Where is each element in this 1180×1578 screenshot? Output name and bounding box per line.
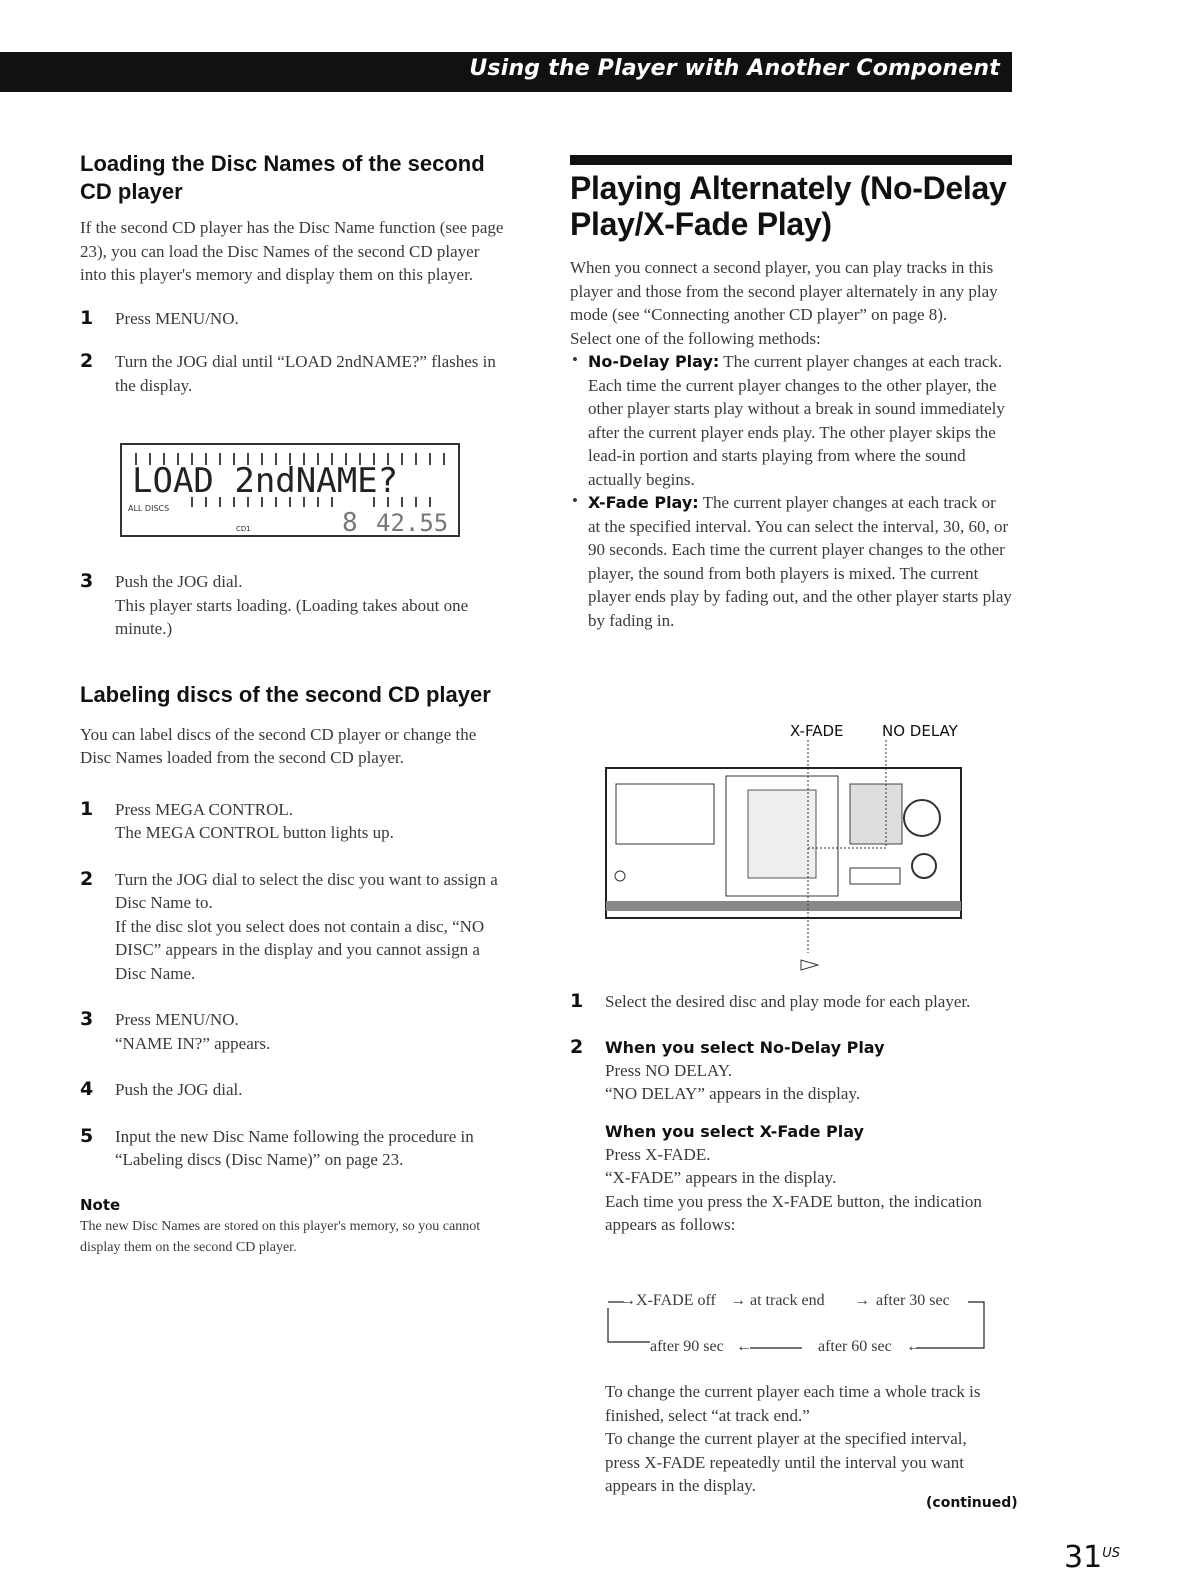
lcd-all-discs: ALL DISCS (128, 504, 170, 513)
step-text: Push the JOG dial. (115, 1080, 243, 1099)
step-number: 5 (80, 1124, 94, 1147)
player-door-panel (748, 790, 816, 878)
left-column-lower (80, 570, 510, 1258)
continued-label: (continued) (926, 1495, 1018, 1511)
header-bar (0, 52, 1012, 92)
flow-60: after 60 sec (818, 1338, 892, 1355)
step-number: 1 (80, 306, 94, 329)
bullet-dot: • (572, 350, 578, 369)
step-text: This player starts loading. (Loading takes about one minute.) (115, 595, 469, 638)
right-column (570, 170, 1012, 632)
step-text: Press NO DELAY. (605, 1060, 733, 1080)
s2-step-3 (80, 1008, 510, 1055)
page-number-value: 31 (1064, 1540, 1103, 1575)
step-text: Turn the JOG dial until “LOAD 2ndNAME?” flashes in the display. (115, 352, 496, 395)
right-heading: Playing Alternately (No-Delay Play/X-Fade Play) (570, 170, 1007, 242)
flow-90: after 90 sec (650, 1338, 724, 1355)
note-text: The new Disc Names are stored on this player's memory, so you cannot display them on the second CD player. (80, 1218, 481, 1255)
flow-30: after 30 sec (876, 1292, 950, 1309)
sub-no-delay: When you select No-Delay Play (605, 1037, 885, 1057)
s2-step-5 (80, 1125, 510, 1172)
step-number: 4 (80, 1078, 94, 1100)
after-text: To change the current player each time a whole track is finished, select “at track end.” (605, 1382, 981, 1425)
step-number: 2 (80, 867, 94, 890)
section1-heading: Loading the Disc Names of the second CD player (80, 151, 485, 204)
player-display (850, 784, 902, 844)
bullet-no-delay (570, 350, 1012, 491)
step-text: “NO DELAY” appears in the display. (605, 1084, 861, 1103)
bullet-dot: • (572, 491, 578, 510)
step-number: 2 (570, 1035, 584, 1058)
section-rule (570, 155, 1012, 165)
bullet-x-fade (570, 491, 1012, 632)
section2-intro: You can label discs of the second CD player or change the Disc Names loaded from the second CD player. (80, 724, 477, 767)
lcd-segments (122, 445, 458, 535)
xfade-label: X-FADE (790, 722, 844, 740)
flow-xfade-off: X-FADE off (636, 1292, 716, 1309)
step-number: 3 (80, 570, 94, 592)
right-select: Select one of the following methods: (570, 328, 821, 348)
section2-heading: Labeling discs of the second CD player (80, 681, 491, 707)
flow-arrow: → (854, 1292, 870, 1309)
note-heading: Note (80, 1195, 121, 1214)
bullet-term: X-Fade Play: (588, 493, 699, 512)
bullet-term: No-Delay Play: (588, 352, 720, 371)
step-text: The MEGA CONTROL button lights up. (115, 823, 394, 842)
lcd-main-text: LOAD 2ndNAME? (132, 461, 399, 501)
flow-arrow: ← (906, 1338, 922, 1355)
s1-step-1 (80, 307, 510, 331)
section1-intro: If the second CD player has the Disc Name function (see page 23), you can load the Disc Names of the second CD player into this player's memory and display them on this player. (80, 218, 504, 284)
step-number: 1 (570, 990, 584, 1012)
step-text: Turn the JOG dial to select the disc you want to assign a Disc Name to. (115, 869, 498, 912)
step-text: “NAME IN?” appears. (115, 1033, 271, 1053)
left-column (80, 150, 510, 397)
step-text: If the disc slot you select does not contain a disc, “NO DISC” appears in the display and you cannot assign a Disc Name. (115, 916, 485, 983)
sub-x-fade: When you select X-Fade Play (605, 1121, 864, 1141)
header-title: Using the Player with Another Component (469, 56, 1000, 81)
flow-track-end: at track end (750, 1292, 825, 1309)
player-window (616, 784, 714, 844)
step-number: 2 (80, 350, 94, 372)
page-suffix: US (1102, 1546, 1120, 1561)
right-intro: When you connect a second player, you can play tracks in this player and those from the second player alternately in any play mode (see “Connecting another CD player” on page 8). (570, 258, 998, 324)
step-text: Press X-FADE. (605, 1144, 711, 1164)
step-text: Press MENU/NO. (115, 1010, 239, 1029)
power-button (615, 871, 625, 881)
player-base (606, 901, 961, 911)
xfade-cycle (606, 1290, 986, 1360)
nodelay-label: NO DELAY (882, 722, 958, 740)
lcd-cd1: CD1 (236, 525, 251, 533)
page-number (1064, 1540, 1120, 1575)
right-steps (570, 990, 1012, 1237)
step-number: 3 (80, 1008, 94, 1030)
lcd-digit: 8 (342, 508, 358, 535)
s1-step-3 (80, 570, 510, 641)
volume-knob (912, 854, 936, 878)
right-after (605, 1380, 1005, 1498)
after-text: To change the current player at the specified interval, press X-FADE repeatedly until the interval you want appears in the display. (605, 1429, 967, 1495)
jog-dial (904, 800, 940, 836)
lcd-display (120, 443, 460, 537)
step-text: Press MENU/NO. (115, 308, 239, 328)
cd-player-figure (596, 718, 976, 978)
transport-buttons (850, 868, 900, 884)
s2-step-2 (80, 868, 510, 986)
flow-arrow: → (620, 1292, 636, 1309)
r-step-1 (570, 990, 1012, 1014)
bullet-text: The current player changes at each track or at the specified interval. You can select the interval, 30, 60, or 90 seconds. Each time the current player changes to the other player, the sound from both players is mixed. The current player ends play by fading out, and the other player starts play by fading in. (588, 493, 1012, 630)
s1-step-2 (80, 350, 510, 397)
bullet-text: The current player changes at each track. Each time the current player changes to the other player, the other player starts play without a break in sound immediately after the current player ends play. The other player skips the lead-in portion and starts playing from where the sound actually begins. (588, 352, 1005, 489)
step-text: Input the new Disc Name following the procedure in “Labeling discs (Disc Name)” on page 23. (115, 1126, 474, 1169)
play-arrow-icon (801, 960, 818, 970)
step-text: Each time you press the X-FADE button, the indication appears as follows: (605, 1191, 982, 1234)
s2-step-1 (80, 798, 510, 845)
step-text: Press MEGA CONTROL. (115, 799, 294, 819)
step-text: Select the desired disc and play mode for each player. (605, 992, 971, 1011)
s2-step-4 (80, 1078, 510, 1102)
step-number: 1 (80, 797, 94, 820)
flow-arrow: ← (736, 1338, 752, 1355)
step-text: “X-FADE” appears in the display. (605, 1168, 837, 1187)
r-step-2 (570, 1036, 1012, 1237)
step-text: Push the JOG dial. (115, 572, 243, 591)
flow-arrow: → (730, 1292, 746, 1309)
lcd-time: 42.55 (376, 509, 449, 535)
